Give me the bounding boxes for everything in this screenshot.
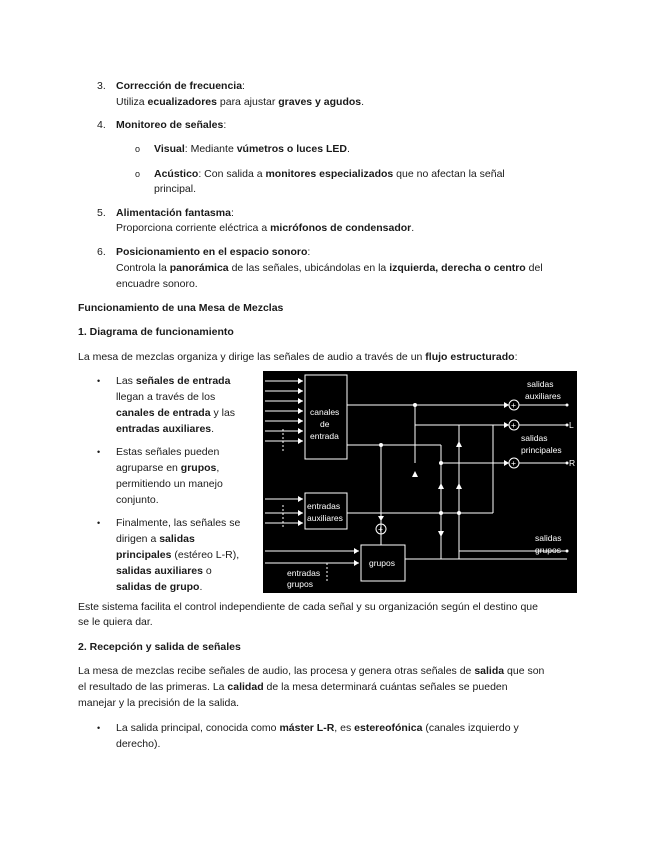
channels-box	[305, 375, 347, 459]
bullet-text: agruparse en grupos,	[116, 462, 220, 474]
channels-label: entrada	[310, 431, 339, 441]
list-item-text: Controla la panorámica de las señales, ubicándolas en la izquierda, derecha o centro del	[116, 262, 543, 274]
paragraph: Este sistema facilita el control independiente de cada señal y su organización según el destino que	[78, 601, 538, 613]
list-item-text: encuadre sonoro.	[116, 278, 198, 290]
paragraph: el resultado de las primeras. La calidad de la mesa determinará cuántas señales se pueden	[78, 681, 508, 693]
bullet-text: llegan a través de los	[116, 391, 216, 403]
aux-inputs-label: entradas	[307, 501, 341, 511]
arrowhead	[298, 418, 303, 424]
bullet-mark: •	[97, 518, 101, 528]
sum-label: +	[511, 400, 516, 410]
arrowhead	[298, 378, 303, 384]
intro-paragraph: La mesa de mezclas organiza y dirige las señales de audio a través de un flujo estructurado:	[78, 351, 518, 363]
bullet-text: derecho).	[116, 738, 161, 750]
output-l-label: L	[569, 420, 574, 430]
arrowhead	[354, 548, 359, 554]
output-terminal	[566, 550, 569, 553]
aux-outputs-label: auxiliares	[525, 391, 561, 401]
bullet-text: principales (estéreo L-R),	[116, 549, 240, 561]
junction-dot	[413, 403, 417, 407]
list-item-text: Proporciona corriente eléctrica a micrófonos de condensador.	[116, 222, 415, 234]
main-outputs-label: salidas	[521, 433, 548, 443]
group-inputs-label: grupos	[287, 579, 313, 589]
list-number: 4.	[97, 119, 106, 131]
group-outputs-label: salidas	[535, 533, 562, 543]
output-r-label: R	[569, 458, 576, 468]
arrowhead	[456, 441, 462, 447]
bullet-text: canales de entrada y las	[116, 407, 236, 419]
sub-item-text: principal.	[154, 183, 197, 195]
sum-label: +	[511, 420, 516, 430]
subsection-heading: 2. Recepción y salida de señales	[78, 641, 241, 653]
sub-item-text: Visual: Mediante vúmetros o luces LED.	[154, 143, 350, 155]
bullet-text: salidas auxiliares o	[116, 565, 212, 577]
groups-box-label: grupos	[369, 558, 395, 568]
bullet-text: conjunto.	[116, 494, 159, 506]
arrowhead	[378, 516, 384, 521]
section-heading: Funcionamiento de una Mesa de Mezclas	[78, 302, 284, 314]
junction-dot	[439, 511, 443, 515]
bullet-text: Finalmente, las señales se	[116, 517, 241, 529]
junction-dot	[457, 511, 461, 515]
arrowhead	[298, 438, 303, 444]
sub-bullet: o	[135, 169, 141, 179]
aux-outputs-label: salidas	[527, 379, 554, 389]
aux-inputs-label: auxiliares	[307, 513, 343, 523]
channels-label: canales	[310, 407, 340, 417]
sub-bullet: o	[135, 144, 141, 154]
arrowhead	[412, 471, 418, 477]
list-item-title: Monitoreo de señales:	[116, 119, 227, 131]
mixer-flow-diagram	[263, 371, 577, 593]
list-item-text: Utiliza ecualizadores para ajustar graves y agudos.	[116, 96, 365, 108]
sum-label: +	[511, 458, 516, 468]
arrowhead	[438, 531, 444, 537]
list-number: 3.	[97, 80, 106, 92]
subsection-heading: 1. Diagrama de funcionamiento	[78, 326, 234, 338]
arrowhead	[354, 560, 359, 566]
output-terminal	[566, 404, 569, 407]
group-outputs-label: grupos	[535, 545, 561, 555]
paragraph: manejar y la precisión de la salida.	[78, 697, 240, 709]
bullet-text: Las señales de entrada	[116, 375, 231, 387]
list-number: 6.	[97, 246, 106, 258]
arrowhead	[298, 398, 303, 404]
arrowhead	[298, 388, 303, 394]
bullet-text: salidas de grupo.	[116, 581, 203, 593]
arrowhead	[298, 428, 303, 434]
arrowhead	[298, 520, 303, 526]
arrowhead	[504, 422, 509, 428]
group-inputs-label: entradas	[287, 568, 321, 578]
junction-dot	[379, 443, 383, 447]
aux-inputs-box	[305, 493, 347, 529]
list-item-title: Corrección de frecuencia:	[116, 80, 245, 92]
bullet-text: La salida principal, conocida como máster L-R, es estereofónica (canales izquierdo y	[116, 722, 519, 734]
bullet-mark: •	[97, 723, 101, 733]
arrowhead	[298, 496, 303, 502]
bullet-text: Estas señales pueden	[116, 446, 220, 458]
arrowhead	[504, 402, 509, 408]
list-item-title: Alimentación fantasma:	[116, 207, 234, 219]
channels-label: de	[320, 419, 330, 429]
bullet-mark: •	[97, 447, 101, 457]
sub-item-text: Acústico: Con salida a monitores especializados que no afectan la señal	[154, 168, 505, 180]
paragraph: La mesa de mezclas recibe señales de audio, las procesa y genera otras señales de salida que son	[78, 665, 545, 677]
bullet-text: permitiendo un manejo	[116, 478, 223, 490]
arrowhead	[298, 510, 303, 516]
bullet-mark: •	[97, 376, 101, 386]
bullet-text: entradas auxiliares.	[116, 423, 215, 435]
list-item-title: Posicionamiento en el espacio sonoro:	[116, 246, 311, 258]
arrowhead	[456, 483, 462, 489]
paragraph: se le quiera dar.	[78, 616, 153, 628]
arrowhead	[438, 483, 444, 489]
bullet-text: dirigen a salidas	[116, 533, 195, 545]
arrowhead	[298, 408, 303, 414]
arrowhead	[504, 460, 509, 466]
list-number: 5.	[97, 207, 106, 219]
main-outputs-label: principales	[521, 445, 562, 455]
sum-label: +	[378, 524, 383, 534]
junction-dot	[439, 461, 443, 465]
